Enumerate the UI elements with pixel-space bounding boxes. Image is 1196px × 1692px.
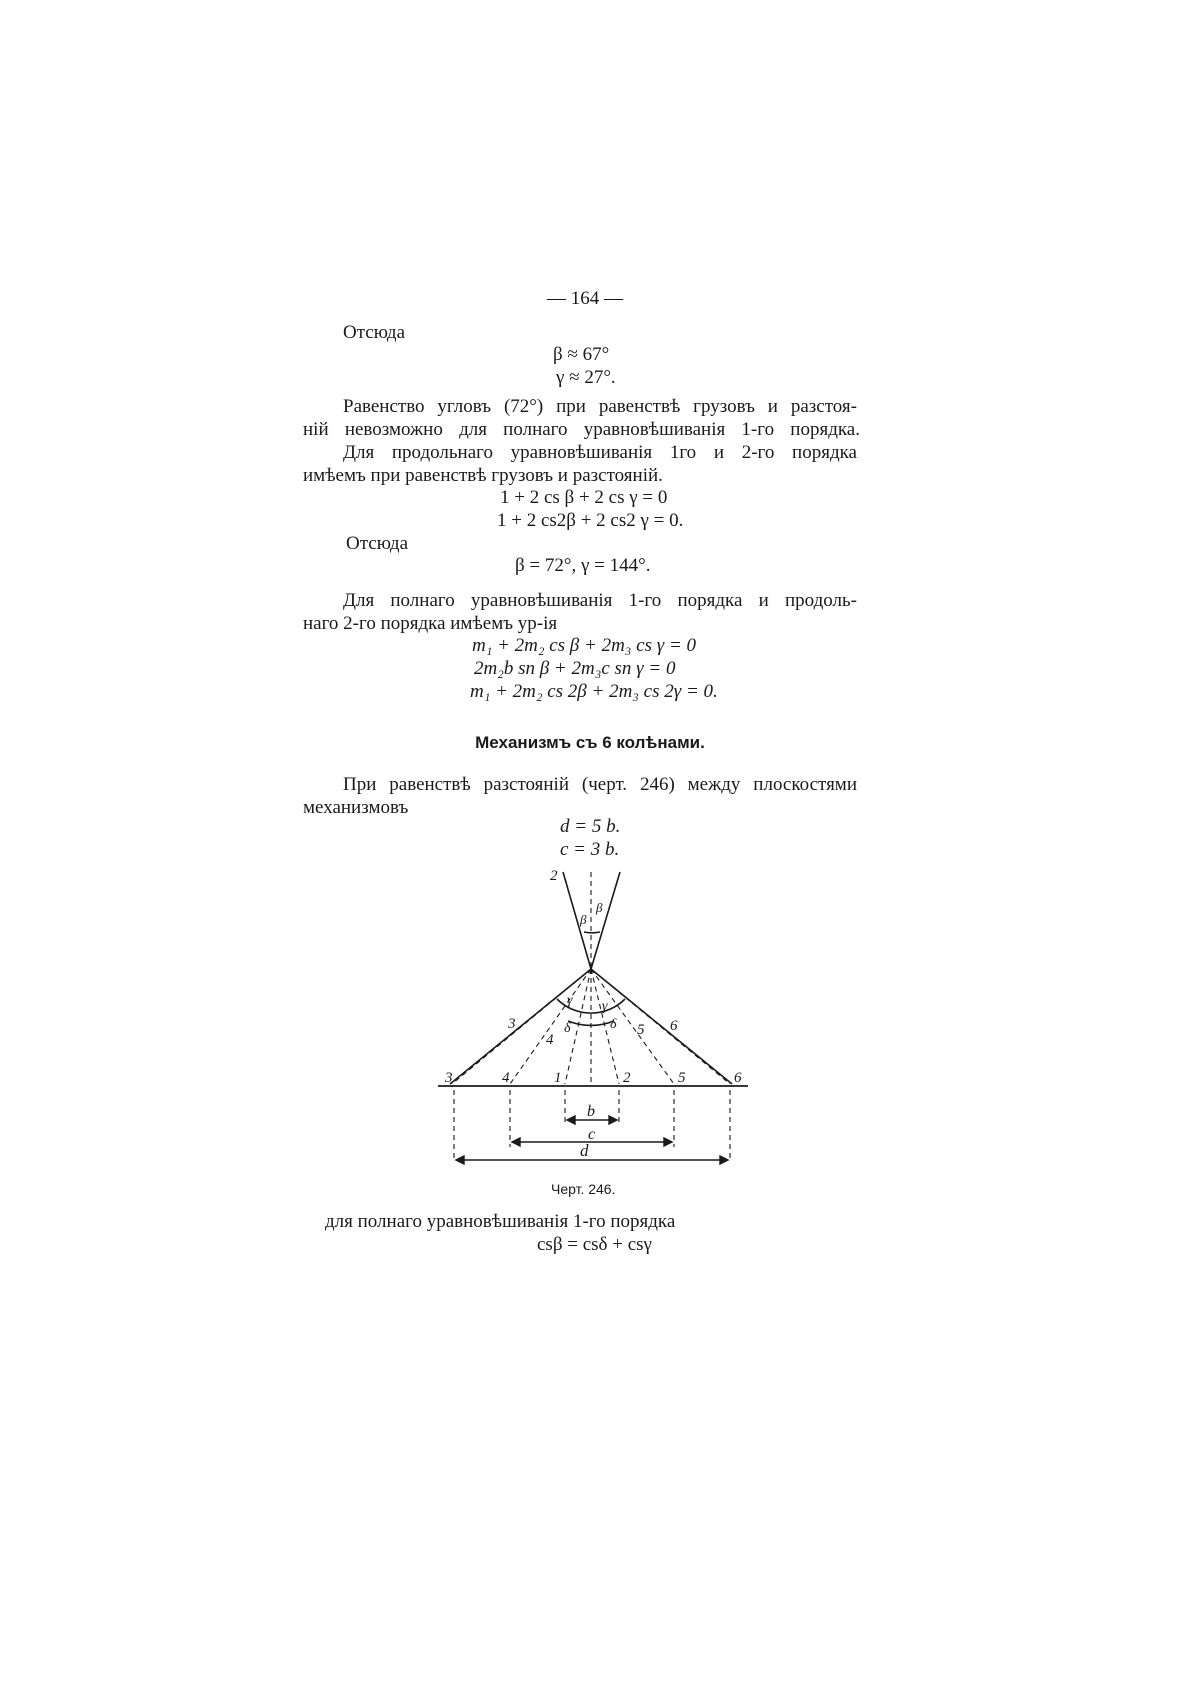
label-base-2: 2 xyxy=(623,1070,631,1086)
label-base-1: 1 xyxy=(554,1070,562,1086)
paragraph-line: механизмовъ xyxy=(303,797,409,818)
equation: d = 5 b. xyxy=(560,816,621,837)
paragraph-line: имѣемъ при равенствѣ грузовъ и разстояній. xyxy=(303,465,663,486)
figure-caption: Черт. 246. xyxy=(551,1181,616,1197)
page-number: — 164 — xyxy=(547,288,623,309)
label-base-6: 6 xyxy=(734,1070,742,1086)
arrowhead xyxy=(609,1116,617,1124)
paragraph-line: Равенство угловъ (72°) при равенствѣ грузовъ и разстоя- xyxy=(343,396,857,417)
crank-line-top-right xyxy=(591,872,620,969)
equation: csβ = csδ + csγ xyxy=(537,1234,652,1255)
label-ray-6: 6 xyxy=(670,1018,678,1034)
equation: β ≈ 67° xyxy=(553,344,610,365)
label-ray-4: 4 xyxy=(546,1032,554,1048)
equation: m₁ + 2m₂ cs β + 2m₃ cs γ = 0 xyxy=(472,635,697,656)
text-line: Отсюда xyxy=(346,533,409,554)
label-delta-left: δ xyxy=(564,1021,571,1036)
arrowhead xyxy=(664,1138,672,1146)
arrowhead xyxy=(720,1156,728,1164)
label-beta-right: β xyxy=(596,900,603,915)
label-top: 2 xyxy=(550,868,558,884)
paragraph-line: Для полнаго уравновѣшиванія 1-го порядка и продоль- xyxy=(343,590,857,611)
equation: γ ≈ 27°. xyxy=(556,367,616,388)
text-line: Отсюда xyxy=(343,322,406,343)
equation: 2m₂b sn β + 2m₃c sn γ = 0 xyxy=(474,658,676,679)
label-base-4: 4 xyxy=(502,1070,510,1086)
section-heading: Механизмъ съ 6 колѣнами. xyxy=(475,733,705,752)
label-dim-c: c xyxy=(588,1126,596,1143)
label-base-5: 5 xyxy=(678,1070,686,1086)
label-delta-right: δ xyxy=(610,1017,617,1032)
paragraph-line: наго 2-го порядка имѣемъ ур-ія xyxy=(303,613,558,634)
equation: 1 + 2 cs β + 2 cs γ = 0 xyxy=(500,487,668,508)
dashed-ray-4 xyxy=(510,969,591,1084)
arrowhead xyxy=(456,1156,464,1164)
equation: c = 3 b. xyxy=(560,839,620,860)
arrowhead xyxy=(567,1116,575,1124)
label-gamma-left: γ xyxy=(567,993,573,1008)
paragraph-line: Для продольнаго уравновѣшиванія 1го и 2-го порядка xyxy=(343,442,857,463)
arrowhead xyxy=(512,1138,520,1146)
crank-line-top-left xyxy=(563,872,591,969)
paragraph-line: ній невозможно для полнаго уравновѣшиванія 1-го порядка. xyxy=(303,419,860,440)
label-gamma-right: γ xyxy=(602,999,608,1014)
label-beta-left: β xyxy=(580,912,587,927)
label-dim-b: b xyxy=(587,1103,595,1120)
equation: m₁ + 2m₂ cs 2β + 2m₃ cs 2γ = 0. xyxy=(470,681,718,702)
angle-arc-beta xyxy=(584,932,600,933)
label-ray-5: 5 xyxy=(637,1022,645,1038)
label-dim-d: d xyxy=(580,1141,589,1160)
equation: β = 72°, γ = 144°. xyxy=(515,555,651,576)
label-ray-3: 3 xyxy=(508,1016,516,1032)
label-base-3: 3 xyxy=(445,1070,453,1086)
equation: 1 + 2 cs2β + 2 cs2 γ = 0. xyxy=(497,510,684,531)
crank-diagram xyxy=(430,862,760,1177)
paragraph-line: для полнаго уравновѣшиванія 1-го порядка xyxy=(325,1211,676,1232)
paragraph-line: При равенствѣ разстояній (черт. 246) между плоскостями xyxy=(343,774,857,795)
